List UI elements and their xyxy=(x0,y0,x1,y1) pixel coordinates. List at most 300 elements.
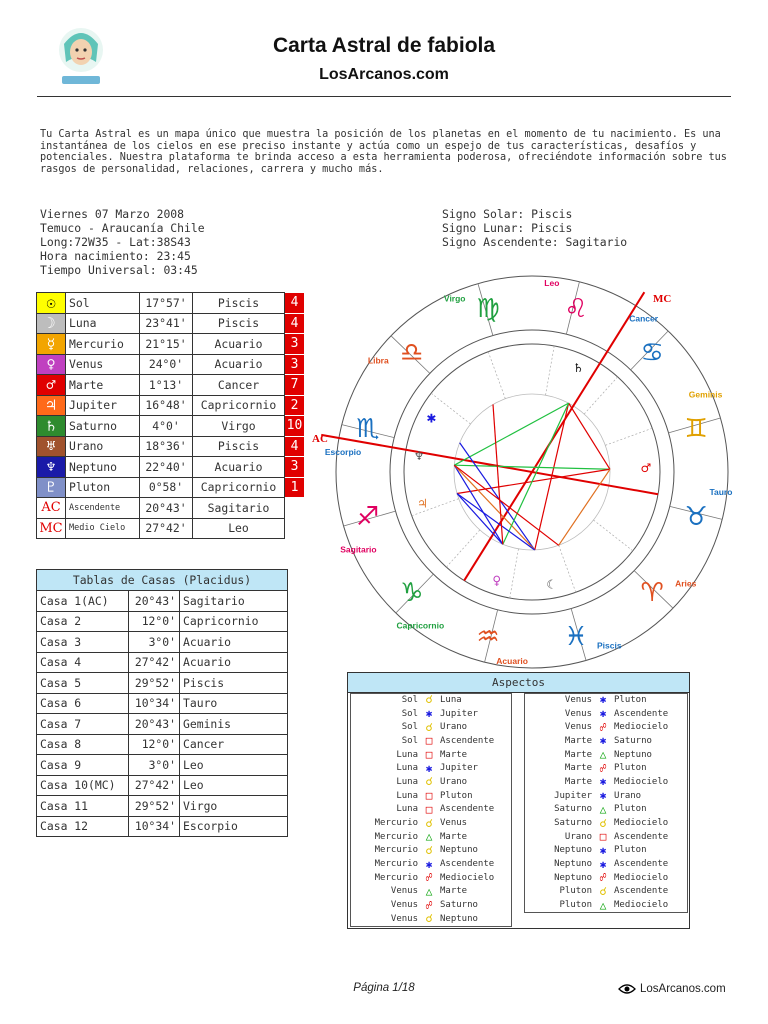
aspect-planet-1: Venus xyxy=(390,886,418,897)
aspect-planet-1: Mercurio xyxy=(374,872,418,883)
aspect-planet-2: Saturno xyxy=(614,735,652,746)
planet-name: Mercurio xyxy=(66,334,140,355)
wheel-planet-icon: ♀ xyxy=(492,573,502,588)
aspect-conj-icon: ☌ xyxy=(599,816,607,830)
house-cusp xyxy=(488,352,505,399)
angle-sign: Sagitario xyxy=(193,498,285,519)
wheel-planet-icon: ♄ xyxy=(572,360,584,375)
planet-glyph-icon: ☉ xyxy=(37,293,66,314)
angle-row xyxy=(37,518,305,539)
house-sign: Acuario xyxy=(180,652,288,673)
planet-house: 1 xyxy=(285,477,305,498)
planet-house: 2 xyxy=(285,395,305,416)
aspect-planet-1: Neptuno xyxy=(554,845,592,856)
planet-degree: 17°57' xyxy=(140,293,193,314)
aspect-row xyxy=(350,775,510,789)
planet-degree: 24°0' xyxy=(140,354,193,375)
house-sign: Tauro xyxy=(180,693,288,714)
angle-name: Medio Cielo xyxy=(66,518,140,539)
house-sign: Leo xyxy=(180,755,288,776)
aspect-sq-icon: □ xyxy=(425,748,433,762)
aspect-line xyxy=(457,493,503,544)
aspect-row xyxy=(524,871,684,885)
aspect-planet-1: Sol xyxy=(401,708,418,719)
planet-sign: Capricornio xyxy=(193,395,285,416)
house-cusp xyxy=(559,545,576,592)
house-name: Casa 6 xyxy=(37,693,129,714)
aspect-row xyxy=(524,761,684,775)
aspect-row xyxy=(524,885,684,899)
angle-glyph: AC xyxy=(37,498,66,519)
house-cusp xyxy=(546,346,555,395)
house-name: Casa 10(MC) xyxy=(37,775,129,796)
aspect-conj-icon: ☌ xyxy=(425,816,433,830)
aspect-planet-1: Marte xyxy=(564,735,592,746)
aspect-planet-1: Venus xyxy=(390,913,418,924)
eye-icon xyxy=(618,982,636,996)
aspect-planet-1: Marte xyxy=(564,763,592,774)
aspect-sext-icon: ✱ xyxy=(425,707,433,721)
birth-coords: Long:72W35 - Lat:38S43 xyxy=(40,235,191,249)
planet-degree: 4°0' xyxy=(140,416,193,437)
aspect-conj-icon: ☌ xyxy=(425,693,433,707)
aspect-planet-2: Mediocielo xyxy=(614,818,669,829)
aspect-conj-icon: ☌ xyxy=(599,884,607,898)
footer-brand xyxy=(618,982,726,996)
aspect-planet-1: Pluton xyxy=(559,886,592,897)
aspect-row xyxy=(524,720,684,734)
planet-sign: Acuario xyxy=(193,334,285,355)
aspect-planet-2: Mediocielo xyxy=(614,900,669,911)
aspect-sext-icon: ✱ xyxy=(425,857,433,871)
aspect-planet-2: Saturno xyxy=(440,900,478,911)
aspect-sext-icon: ✱ xyxy=(599,789,607,803)
aspect-opp-icon: ☍ xyxy=(425,871,433,885)
planet-house: 3 xyxy=(285,334,305,355)
aspect-planet-2: Luna xyxy=(440,694,462,705)
aspect-row xyxy=(524,857,684,871)
aspect-sext-icon: ✱ xyxy=(599,775,607,789)
planet-degree: 1°13' xyxy=(140,375,193,396)
zodiac-label: Piscis xyxy=(596,640,622,651)
aspect-planet-1: Jupiter xyxy=(554,790,592,801)
planet-degree: 0°58' xyxy=(140,477,193,498)
house-name: Casa 12 xyxy=(37,816,129,837)
astral-wheel xyxy=(308,266,768,684)
aspect-row xyxy=(350,885,510,899)
planet-degree: 22°40' xyxy=(140,457,193,478)
zodiac-aries-icon: ♈ xyxy=(640,578,664,609)
planet-name: Sol xyxy=(66,293,140,314)
planet-sign: Cancer xyxy=(193,375,285,396)
planet-sign: Piscis xyxy=(193,293,285,314)
aspect-row xyxy=(350,707,510,721)
aspect-planet-1: Urano xyxy=(564,831,592,842)
house-row xyxy=(37,775,288,796)
aspect-opp-icon: ☍ xyxy=(599,871,607,885)
aspect-planet-2: Pluton xyxy=(614,694,647,705)
house-row xyxy=(37,673,288,694)
aspect-row xyxy=(524,775,684,789)
mc-label: MC xyxy=(653,293,672,305)
aspect-planet-1: Saturno xyxy=(554,818,592,829)
aspect-opp-icon: ☍ xyxy=(425,898,433,912)
angle-degree: 20°43' xyxy=(140,498,193,519)
aspect-row xyxy=(524,816,684,830)
aspects-left-column xyxy=(350,693,510,926)
planet-name: Venus xyxy=(66,354,140,375)
aspect-row xyxy=(524,844,684,858)
aspect-sext-icon: ✱ xyxy=(425,761,433,775)
aspect-planet-2: Neptuno xyxy=(440,913,478,924)
house-name: Casa 5 xyxy=(37,673,129,694)
aspect-planet-2: Ascendente xyxy=(440,804,495,815)
aspect-planet-2: Marte xyxy=(440,749,468,760)
aspect-opp-icon: ☍ xyxy=(599,720,607,734)
house-degree: 12°0' xyxy=(129,734,180,755)
planet-glyph-icon: ☽ xyxy=(37,313,66,334)
aspect-planet-1: Luna xyxy=(396,790,418,801)
house-degree: 29°52' xyxy=(129,673,180,694)
planet-house: 4 xyxy=(285,293,305,314)
house-degree: 12°0' xyxy=(129,611,180,632)
house-name: Casa 3 xyxy=(37,632,129,653)
aspect-planet-1: Sol xyxy=(401,694,418,705)
wheel-planet-icon: ♆ xyxy=(413,449,425,464)
aspect-planet-1: Neptuno xyxy=(554,859,592,870)
aspect-planet-1: Luna xyxy=(396,763,418,774)
planet-row xyxy=(37,375,305,396)
planet-degree: 16°48' xyxy=(140,395,193,416)
aspect-row xyxy=(350,830,510,844)
house-row xyxy=(37,632,288,653)
planet-glyph-icon: ♀ xyxy=(37,354,66,375)
house-degree: 20°43' xyxy=(129,591,180,612)
birth-date: Viernes 07 Marzo 2008 xyxy=(40,207,185,221)
aspect-planet-1: Luna xyxy=(396,804,418,815)
aspect-row xyxy=(350,844,510,858)
house-row xyxy=(37,734,288,755)
planet-row xyxy=(37,354,305,375)
aspect-planet-2: Mediocielo xyxy=(440,872,495,883)
zodiac-virgo-icon: ♍ xyxy=(476,293,500,324)
angle-degree: 27°42' xyxy=(140,518,193,539)
house-degree: 3°0' xyxy=(129,632,180,653)
house-degree: 27°42' xyxy=(129,775,180,796)
planet-sign: Virgo xyxy=(193,416,285,437)
zodiac-label: Leo xyxy=(544,278,560,289)
house-row xyxy=(37,796,288,817)
aspect-sext-icon: ✱ xyxy=(599,857,607,871)
aspect-planet-2: Mediocielo xyxy=(614,722,669,733)
aspect-opp-icon: ☍ xyxy=(599,761,607,775)
zodiac-leo-icon: ♌ xyxy=(564,293,588,324)
zodiac-cancer-icon: ♋ xyxy=(640,337,664,368)
aspect-conj-icon: ☌ xyxy=(425,775,433,789)
aspect-row xyxy=(524,748,684,762)
aspect-planet-1: Mercurio xyxy=(374,859,418,870)
zodiac-label: Escorpio xyxy=(324,447,362,458)
planet-house: 3 xyxy=(285,354,305,375)
house-sign: Cancer xyxy=(180,734,288,755)
house-cusp xyxy=(431,393,470,424)
ac-label: AC xyxy=(312,433,328,445)
planet-row xyxy=(37,293,305,314)
zodiac-piscis-icon: ♓ xyxy=(564,622,588,653)
aspect-planet-2: Pluton xyxy=(614,763,647,774)
aspect-planet-2: Mediocielo xyxy=(614,872,669,883)
aspect-row xyxy=(524,734,684,748)
house-sign: Geminis xyxy=(180,714,288,735)
planets-table xyxy=(36,292,305,539)
house-sign: Leo xyxy=(180,775,288,796)
planet-glyph-icon: ♇ xyxy=(37,477,66,498)
house-degree: 10°34' xyxy=(129,693,180,714)
house-sign: Virgo xyxy=(180,796,288,817)
aspects-table xyxy=(347,672,690,929)
aspect-line xyxy=(454,465,558,545)
aspect-row xyxy=(524,693,684,707)
planet-glyph-icon: ☿ xyxy=(37,334,66,355)
planet-degree: 21°15' xyxy=(140,334,193,355)
zodiac-capricornio-icon: ♑ xyxy=(400,578,424,609)
aspect-sext-icon: ✱ xyxy=(599,693,607,707)
zodiac-tauro-icon: ♉ xyxy=(684,501,708,532)
aspect-row xyxy=(350,803,510,817)
aspect-sq-icon: □ xyxy=(425,789,433,803)
aspect-conj-icon: ☌ xyxy=(425,720,433,734)
house-name: Casa 11 xyxy=(37,796,129,817)
aspect-planet-2: Urano xyxy=(614,790,642,801)
aspect-sq-icon: □ xyxy=(425,802,433,816)
zodiac-geminis-icon: ♊ xyxy=(684,414,708,445)
planet-glyph-icon: ♆ xyxy=(37,457,66,478)
zodiac-label: Tauro xyxy=(709,486,733,497)
aspect-planet-2: Jupiter xyxy=(440,763,478,774)
planet-row xyxy=(37,457,305,478)
house-degree: 10°34' xyxy=(129,816,180,837)
sun-sign: Signo Solar: Piscis xyxy=(442,207,573,221)
zodiac-label: Geminis xyxy=(688,389,723,400)
aspect-planet-2: Mediocielo xyxy=(614,776,669,787)
planet-row xyxy=(37,477,305,498)
angle-name: Ascendente xyxy=(66,498,140,519)
aspect-row xyxy=(350,898,510,912)
aspect-planet-2: Jupiter xyxy=(440,708,478,719)
houses-table xyxy=(36,569,288,837)
aspect-line xyxy=(503,403,569,544)
zodiac-acuario-icon: ♒ xyxy=(476,622,500,653)
aspect-row xyxy=(350,816,510,830)
aspect-planet-1: Venus xyxy=(564,722,592,733)
aspect-sext-icon: ✱ xyxy=(599,734,607,748)
zodiac-escorpio-icon: ♏ xyxy=(356,414,380,445)
aspect-planet-2: Ascendente xyxy=(614,831,669,842)
planet-house: 4 xyxy=(285,436,305,457)
aspect-row xyxy=(524,898,684,912)
house-cusp xyxy=(584,377,617,414)
aspect-row xyxy=(350,789,510,803)
house-cusp xyxy=(446,530,479,567)
aspect-tri-icon: △ xyxy=(599,802,607,816)
aspect-planet-1: Mercurio xyxy=(374,845,418,856)
divider xyxy=(37,96,731,97)
aspect-planet-2: Urano xyxy=(440,776,468,787)
aspect-sq-icon: □ xyxy=(599,830,607,844)
houses-title: Tablas de Casas (Placidus) xyxy=(37,570,288,591)
planet-house: 10 xyxy=(285,416,305,437)
aspect-planet-2: Ascendente xyxy=(440,735,495,746)
aspects-title: Aspectos xyxy=(348,673,689,693)
planet-sign: Capricornio xyxy=(193,477,285,498)
aspect-planet-1: Venus xyxy=(564,694,592,705)
aspect-tri-icon: △ xyxy=(425,884,433,898)
aspect-conj-icon: ☌ xyxy=(425,843,433,857)
house-cusp xyxy=(605,428,652,445)
aspect-row xyxy=(350,693,510,707)
wheel-planet-icon: ☾ xyxy=(546,577,558,592)
aspect-planet-2: Pluton xyxy=(614,804,647,815)
planet-degree: 23°41' xyxy=(140,313,193,334)
planet-name: Pluton xyxy=(66,477,140,498)
aspect-planet-2: Ascendente xyxy=(614,859,669,870)
aspect-planet-2: Marte xyxy=(440,831,468,842)
aspect-planet-1: Luna xyxy=(396,776,418,787)
planet-row xyxy=(37,395,305,416)
aspect-line xyxy=(454,403,568,465)
aspect-planet-2: Venus xyxy=(440,818,468,829)
aspect-planet-1: Sol xyxy=(401,722,418,733)
planet-house: 4 xyxy=(285,313,305,334)
planet-glyph-icon: ♃ xyxy=(37,395,66,416)
zodiac-label: Acuario xyxy=(496,655,528,666)
aspect-row xyxy=(350,857,510,871)
zodiac-label: Libra xyxy=(367,355,389,366)
house-name: Casa 2 xyxy=(37,611,129,632)
intro-text: Tu Carta Astral es un mapa único que muestra la posición de los planetas en el momento de tu nacimiento. Es una instantánea de los cielos en ese preciso instante y actúa como un espejo de tus características, desafíos y potenciales. Nuestra plataforma te brinda acceso a esta herramienta poderosa, ofreciéndote información sobre tus rasgos de personalidad, relaciones, carrera y mucho más. xyxy=(40,129,727,175)
house-sign: Acuario xyxy=(180,632,288,653)
planet-row xyxy=(37,334,305,355)
aspect-planet-2: Neptuno xyxy=(440,845,478,856)
house-row xyxy=(37,611,288,632)
aspect-tri-icon: △ xyxy=(425,830,433,844)
house-row xyxy=(37,714,288,735)
aspect-planet-2: Ascendente xyxy=(614,708,669,719)
house-sign: Piscis xyxy=(180,673,288,694)
aspect-conj-icon: ☌ xyxy=(425,912,433,926)
house-name: Casa 9 xyxy=(37,755,129,776)
aspect-planet-1: Neptuno xyxy=(554,872,592,883)
wheel-planet-icon: ✱ xyxy=(426,411,437,426)
aspect-sext-icon: ✱ xyxy=(599,707,607,721)
aspect-row xyxy=(350,871,510,885)
aspect-sq-icon: □ xyxy=(425,734,433,748)
wheel-planet-icon: ♃ xyxy=(417,496,428,511)
house-row xyxy=(37,591,288,612)
planet-name: Saturno xyxy=(66,416,140,437)
aspect-row xyxy=(350,720,510,734)
birth-info xyxy=(40,207,205,277)
house-sign: Escorpio xyxy=(180,816,288,837)
ascendant-sign: Signo Ascendente: Sagitario xyxy=(442,235,628,249)
aspect-planet-2: Ascendente xyxy=(614,886,669,897)
aspect-planet-1: Pluton xyxy=(559,900,592,911)
birth-time: Hora nacimiento: 23:45 xyxy=(40,249,191,263)
aspect-planet-1: Venus xyxy=(564,708,592,719)
aspect-planet-2: Pluton xyxy=(614,845,647,856)
aspect-planet-2: Neptuno xyxy=(614,749,652,760)
planet-name: Urano xyxy=(66,436,140,457)
house-row xyxy=(37,652,288,673)
aspect-line xyxy=(569,403,610,469)
planet-row xyxy=(37,436,305,457)
wheel-planet-icon: ♂ xyxy=(640,461,652,476)
aspect-row xyxy=(350,912,510,926)
aspect-planet-2: Pluton xyxy=(440,790,473,801)
aspect-planet-1: Sol xyxy=(401,735,418,746)
zodiac-label: Aries xyxy=(675,578,697,589)
aspect-planet-2: Ascendente xyxy=(440,859,495,870)
planet-name: Marte xyxy=(66,375,140,396)
planet-house: 3 xyxy=(285,457,305,478)
aspects-right-column xyxy=(524,693,684,912)
universal-time: Tiempo Universal: 03:45 xyxy=(40,263,198,277)
zodiac-label: Sagitario xyxy=(340,544,377,555)
angle-row xyxy=(37,498,305,519)
page-title: Carta Astral de fabiola xyxy=(272,34,496,57)
aspect-sext-icon: ✱ xyxy=(599,843,607,857)
aspect-row xyxy=(350,734,510,748)
mc-axis xyxy=(464,292,644,580)
site-name: LosArcanos.com xyxy=(319,66,449,83)
planet-sign: Piscis xyxy=(193,313,285,334)
header xyxy=(0,0,768,100)
planet-sign: Acuario xyxy=(193,457,285,478)
aspect-planet-1: Marte xyxy=(564,776,592,787)
aspect-planet-1: Luna xyxy=(396,749,418,760)
planet-glyph-icon: ♄ xyxy=(37,416,66,437)
planet-name: Luna xyxy=(66,313,140,334)
house-name: Casa 8 xyxy=(37,734,129,755)
aspect-planet-2: Urano xyxy=(440,722,468,733)
house-cusp xyxy=(593,520,632,551)
zodiac-libra-icon: ♎ xyxy=(400,337,424,368)
planet-glyph-icon: ♅ xyxy=(37,436,66,457)
house-sign: Capricornio xyxy=(180,611,288,632)
house-sign: Sagitario xyxy=(180,591,288,612)
house-name: Casa 7 xyxy=(37,714,129,735)
house-degree: 3°0' xyxy=(129,755,180,776)
aspect-row xyxy=(350,761,510,775)
aspect-planet-1: Saturno xyxy=(554,804,592,815)
aspect-tri-icon: △ xyxy=(599,748,607,762)
planet-row xyxy=(37,313,305,334)
house-degree: 27°42' xyxy=(129,652,180,673)
aspect-row xyxy=(524,789,684,803)
sign-info xyxy=(442,207,627,249)
footer-brand-label: LosArcanos.com xyxy=(640,983,726,995)
house-row xyxy=(37,693,288,714)
moon-sign: Signo Lunar: Piscis xyxy=(442,221,573,235)
aspect-planet-1: Marte xyxy=(564,749,592,760)
house-row xyxy=(37,816,288,837)
planet-sign: Acuario xyxy=(193,354,285,375)
aspect-planet-1: Mercurio xyxy=(374,831,418,842)
aspect-planet-1: Venus xyxy=(390,900,418,911)
aspect-row xyxy=(524,707,684,721)
aspect-tri-icon: △ xyxy=(599,898,607,912)
house-name: Casa 4 xyxy=(37,652,129,673)
